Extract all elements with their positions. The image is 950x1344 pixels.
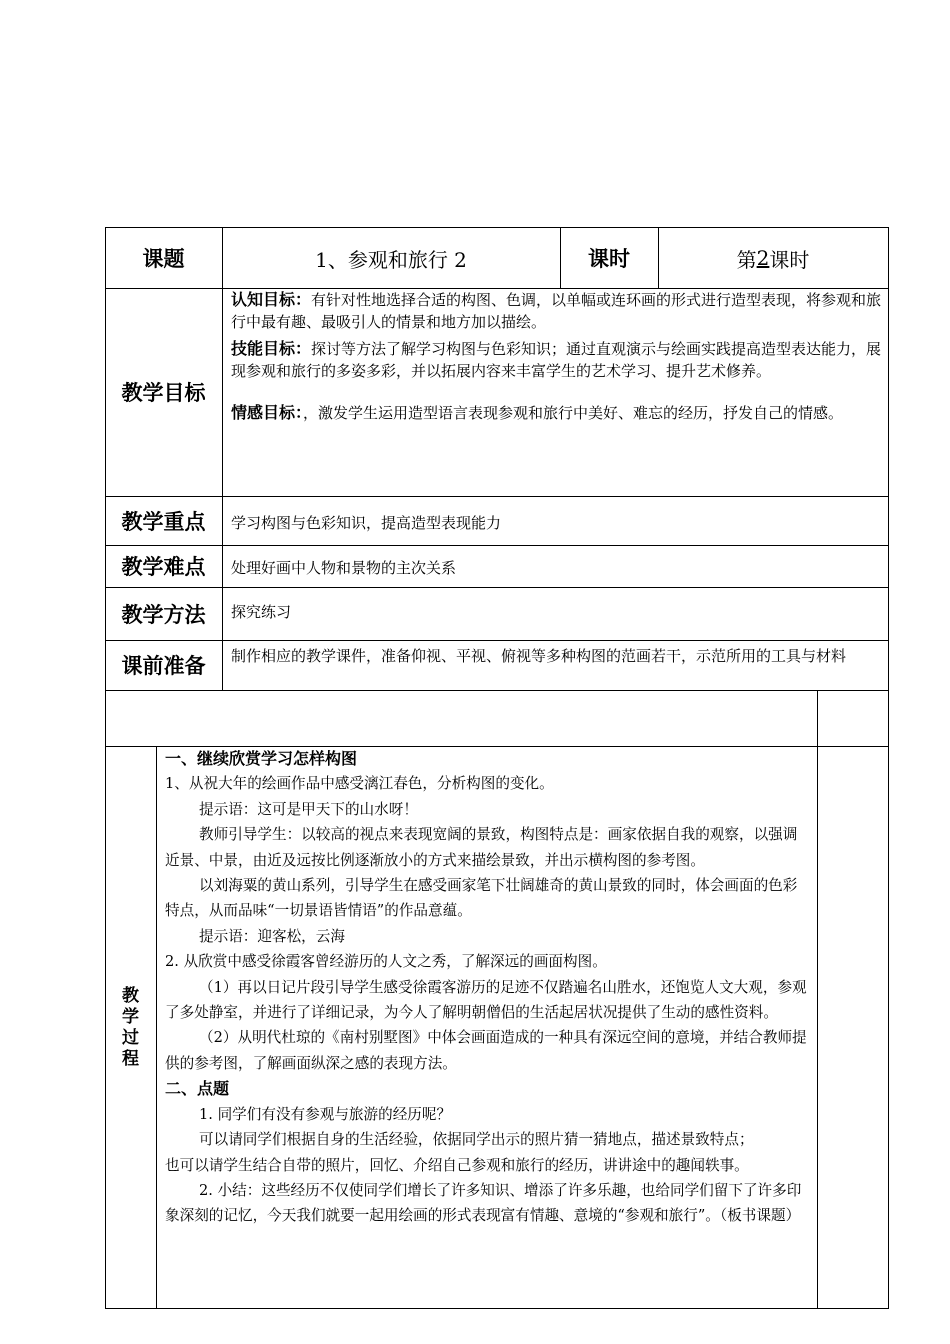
key-points-text: 学习构图与色彩知识，提高造型表现能力 <box>231 514 502 532</box>
method-label: 教学方法 <box>121 602 206 627</box>
process-label-char: 学 <box>122 1006 139 1027</box>
process-paragraph: 可以请同学们根据自身的生活经验，依据同学出示的照片猜一猜地点，描述景致特点； <box>199 1131 754 1149</box>
topic-label: 课题 <box>142 247 185 271</box>
process-content <box>165 746 810 1229</box>
process-paragraph: 2. 小结：这些经历不仅使同学们增长了许多知识、增添了许多乐趣，也给同学们留下了许多印象深刻的记忆，今天我们就要一起用绘画的形式表现富有情趣、意境的“参观和旅行”。（板书课题） <box>165 1181 802 1225</box>
skill-goal-title: 技能目标： <box>231 339 312 358</box>
process-label-char: 教 <box>122 985 139 1006</box>
cognitive-goal-text: 有针对性地选择合适的构图、色调，以单幅或连环画的形式进行造型表现，将参观和旅行中最有趣、最吸引人的情景和地方加以描绘。 <box>231 291 882 331</box>
process-paragraph: 教师引导学生：以较高的视点来表现宽阔的景致，构图特点是：画家依据自我的观察，以强调近景、中景，由近及远按比例逐渐放小的方式来描绘景致，并出示横构图的参考图。 <box>165 826 798 869</box>
process-paragraph: （1）再以日记片段引导学生感受徐霞客游历的足迹不仅踏遍名山胜水，还饱览人文大观，参观了多处静室，并进行了详细记录，为今人了解明朝僧侣的生活起居状况提供了生动的感性资料。 <box>165 978 807 1022</box>
method-text: 探究练习 <box>231 603 292 621</box>
process-paragraph: 以刘海粟的黄山系列，引导学生在感受画家笔下壮阔雄奇的黄山景致的同时，体会画面的色彩特点，从而品味“一切景语皆情语”的作品意蕴。 <box>165 877 798 920</box>
process-paragraph: 1、从祝大年的绘画作品中感受漓江春色，分析构图的变化。 <box>165 775 554 793</box>
goals-content <box>231 289 883 432</box>
process-paragraph: 提示语：迎客松，云海 <box>199 927 345 945</box>
period-number: 2 <box>756 246 770 270</box>
skill-goal <box>231 338 883 382</box>
emotion-goal-title: 情感目标： <box>231 403 304 422</box>
preparation-text: 制作相应的教学课件，准备仰视、平视、俯视等多种构图的范画若干，示范所用的工具与材料 <box>231 647 847 665</box>
period-value <box>658 227 888 289</box>
emotion-goal <box>231 394 883 432</box>
period-suffix: 课时 <box>769 247 810 272</box>
process-label-char: 过 <box>122 1027 139 1048</box>
process-label <box>105 746 156 1309</box>
goals-label: 教学目标 <box>121 381 206 405</box>
difficulties-text: 处理好画中人物和景物的主次关系 <box>231 559 457 577</box>
difficulties-label: 教学难点 <box>121 555 206 579</box>
period-label: 课时 <box>588 247 630 271</box>
section-title: 一、继续欣赏学习怎样构图 <box>165 749 358 768</box>
section-title: 二、点题 <box>165 1079 230 1099</box>
skill-goal-text: 探讨等方法了解学习构图与色彩知识；通过直观演示与绘画实践提高造型表达能力，展现参观和旅行的多姿多彩，并以拓展内容来丰富学生的艺术学习、提升艺术修养。 <box>231 340 882 380</box>
process-label-char: 程 <box>122 1048 139 1069</box>
key-points-label: 教学重点 <box>121 509 206 534</box>
period-prefix: 第 <box>736 247 757 272</box>
process-paragraph: 2. 从欣赏中感受徐霞客曾经游历的人文之秀，了解深远的画面构图。 <box>165 953 607 971</box>
preparation-label: 课前准备 <box>121 654 206 678</box>
process-paragraph: 1. 同学们有没有参观与旅游的经历呢？ <box>199 1105 452 1123</box>
topic-value: 1、参观和旅行 2 <box>315 247 467 272</box>
emotion-goal-text: ，激发学生运用造型语言表现参观和旅行中美好、难忘的经历，抒发自己的情感。 <box>303 404 844 422</box>
process-paragraph: 提示语：这可是甲天下的山水呀！ <box>199 800 418 818</box>
process-paragraph: 也可以请学生结合自带的照片，回忆、介绍自己参观和旅行的经历，讲讲途中的趣闻轶事。 <box>165 1156 749 1174</box>
process-paragraph: （2）从明代杜琼的《南村别墅图》中体会画面造成的一种具有深远空间的意境，并结合教师提供的参考图，了解画面纵深之感的表现方法。 <box>165 1029 807 1072</box>
cognitive-goal-title: 认知目标： <box>231 290 312 309</box>
cognitive-goal <box>231 289 883 333</box>
